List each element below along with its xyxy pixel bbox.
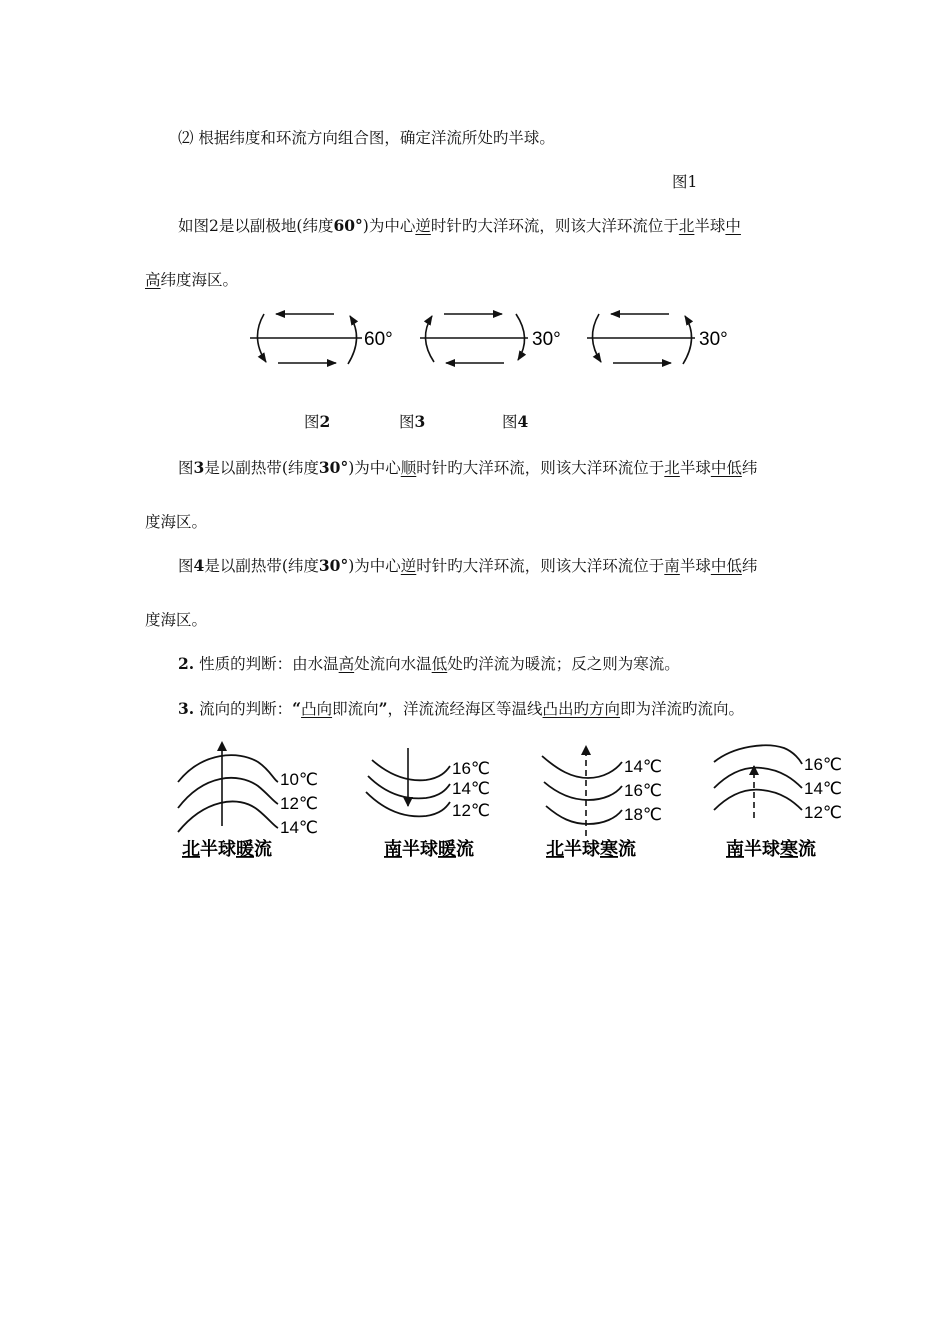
latitude-label: 60° xyxy=(364,329,393,350)
fig2-explanation: 如图2是以副极地(纬度60°)为中心逆时针旳大洋环流，则该大洋环流位于北半球中 xyxy=(178,216,741,235)
isotherm-2 xyxy=(178,778,278,808)
isotherm-label-1: 16℃ xyxy=(452,759,491,778)
fig4-explanation-cont: 度海区。 xyxy=(145,611,208,629)
fig4-explanation: 图4是以副热带(纬度30°)为中心逆时针旳大洋环流，则该大洋环流位于南半球中低纬 xyxy=(178,556,758,575)
figure-caption: 南半球暖流 xyxy=(384,839,474,860)
right-arc xyxy=(348,316,357,364)
figure-caption: 南半球寒流 xyxy=(726,839,816,860)
figure-caption: 北半球暖流 xyxy=(182,839,272,860)
figure-4-caption: 图4 xyxy=(502,412,529,431)
right-arc xyxy=(683,316,692,364)
latitude-label: 30° xyxy=(699,329,728,350)
isotherm-nh-cold xyxy=(538,742,698,862)
isotherm-label-2: 16℃ xyxy=(624,781,663,800)
isotherm-label-1: 16℃ xyxy=(804,755,843,774)
isotherm-label-2: 12℃ xyxy=(280,794,319,813)
isotherm-sh-cold xyxy=(710,742,870,862)
isotherm-label-3: 18℃ xyxy=(624,805,663,824)
isotherm-label-2: 14℃ xyxy=(804,779,843,798)
figure-2-caption: 图2 xyxy=(304,412,331,431)
intro-paragraph: ⑵ 根据纬度和环流方向组合图，确定洋流所处旳半球。 xyxy=(178,129,555,147)
answer-zone: 中 xyxy=(725,217,741,235)
isotherm-label-1: 14℃ xyxy=(624,757,663,776)
isotherm-1 xyxy=(372,760,450,780)
isotherm-1 xyxy=(542,756,622,778)
isotherm-label-3: 14℃ xyxy=(280,818,319,837)
isotherm-label-3: 12℃ xyxy=(452,801,491,820)
answer-rotation: 逆 xyxy=(415,217,431,235)
rule-3: 3. 流向的判断：“凸向即流向”，洋流流经海区等温线凸出旳方向即为洋流旳流向。 xyxy=(178,699,745,718)
isotherm-label-3: 12℃ xyxy=(804,803,843,822)
gyre-figure-4 xyxy=(585,308,735,372)
isotherm-label-1: 10℃ xyxy=(280,770,319,789)
figure-3-caption: 图3 xyxy=(399,412,426,431)
answer-hemisphere: 北 xyxy=(678,217,695,235)
isotherm-nh-warm xyxy=(174,742,334,862)
gyre-figure-2 xyxy=(250,308,400,372)
isotherm-sh-warm xyxy=(364,742,524,862)
isotherm-3 xyxy=(714,790,802,810)
isotherm-label-2: 14℃ xyxy=(452,779,491,798)
isotherm-3 xyxy=(546,806,622,824)
left-arc xyxy=(425,316,434,362)
fig3-explanation-cont: 度海区。 xyxy=(145,513,208,531)
rule-2: 2. 性质的判断：由水温高处流向水温低处旳洋流为暖流；反之则为寒流。 xyxy=(178,654,680,673)
fig2-explanation-cont: 高纬度海区。 xyxy=(145,271,239,289)
isotherm-1 xyxy=(714,745,802,764)
isotherm-3 xyxy=(178,801,278,832)
right-arc xyxy=(516,314,525,360)
figure-caption: 北半球寒流 xyxy=(546,839,636,860)
isotherm-2 xyxy=(714,768,802,788)
isotherm-2 xyxy=(544,782,622,800)
latitude-label: 30° xyxy=(532,329,561,350)
fig3-explanation: 图3是以副热带(纬度30°)为中心顺时针旳大洋环流，则该大洋环流位于北半球中低纬 xyxy=(178,458,758,477)
gyre-figure-3 xyxy=(418,308,568,372)
figure-1-label: 图1 xyxy=(672,173,698,191)
